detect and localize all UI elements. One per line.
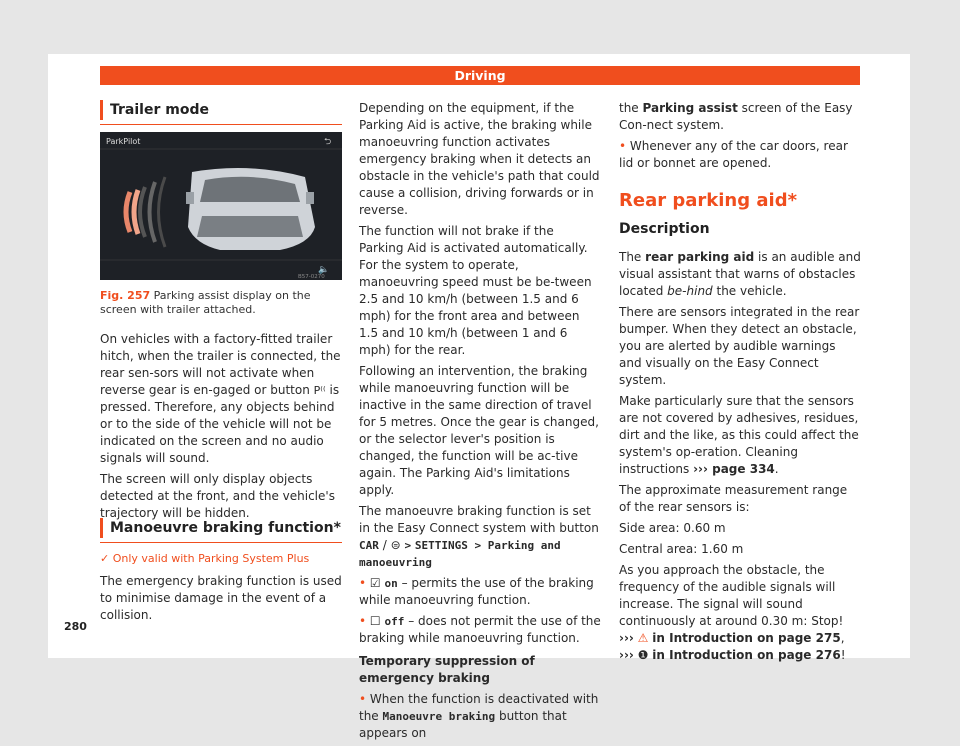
link-page-276[interactable]: in Introduction on page 276	[652, 648, 841, 662]
rear-parking-title: Rear parking aid*	[619, 190, 797, 211]
car-icon	[186, 168, 315, 250]
rear-paragraph-3: Make particularly sure that the sensors are not covered by adhesives, residues, dirt and the like, as this could affect the system's op-eration. Cleaning instructions ››› page 334.	[619, 394, 859, 476]
braking-heading-block	[100, 518, 342, 628]
back-icon: ⮌	[324, 137, 332, 147]
menu-icon: ⊜	[390, 538, 401, 552]
figure-label: Fig. 257	[100, 289, 151, 302]
rear-paragraph-5: As you approach the obstacle, the frequency of the audible signals will increase. The signal will sound continuously at around 0.30 m: Stop! ››› ⚠ in Introduction on page 275, ››› ❶ in Introduction on page 276!	[619, 563, 846, 662]
central-area: Central area: 1.60 m	[619, 542, 744, 556]
braking-paragraph-2: Depending on the equipment, if the Parking Aid is active, the braking while manoeuvring function activates emergency braking when it detects an obstacle in the vehicle's path that could cause a collision, driving forwards or in reverse.	[359, 101, 600, 217]
braking-heading: Manoeuvre braking function*	[100, 518, 342, 538]
figure-caption	[100, 289, 342, 317]
info-icon: ❶	[637, 648, 649, 662]
check-icon: ✓	[100, 552, 110, 565]
braking-paragraph-4: Following an intervention, the braking while manoeuvring function will be inactive in the same direction of travel for 5 metres. Once the gear is changed, or the selector lever's position is changed, the function will be ac-tive again. The Parking Aid's limitations apply.	[359, 364, 599, 497]
trailer-paragraph-2: The screen will only display objects detected at the front, and the vehicle's trajectory will be hidden.	[100, 472, 335, 520]
trailer-paragraph-1: On vehicles with a factory-fitted trailer hitch, when the trailer is connected, the rear sen-sors will not activate when reverse gear is en-gaged or button P⁽⁽ is pressed. Therefore, any objects behind or to the side of the vehicle will not be indicated on the screen and no audio signals will sound.	[100, 332, 341, 465]
suppress-bullet-2: • Whenever any of the car doors, rear lid or bonnet are opened.	[619, 139, 848, 170]
trailer-text	[100, 331, 342, 526]
rear-paragraph-1: The rear parking aid is an audible and visual assistant that warns of obstacles located be-hind the vehicle.	[619, 250, 861, 298]
parkpilot-screen	[100, 132, 342, 280]
suppress-bullet-1: • When the function is deactivated with the Manoeuvre braking button that appears on	[359, 692, 599, 740]
suppress-bullet-1-cont: the Parking assist screen of the Easy Con-nect system.	[619, 101, 853, 132]
parkpilot-figure	[100, 132, 342, 280]
rear-paragraph-2: There are sensors integrated in the rear bumper. When they detect an obstacle, you are alerted by audible warnings and visually on the Easy Connect system.	[619, 305, 860, 387]
suppress-heading: Temporary suppression of emergency braking	[359, 654, 535, 685]
option-on: • ☑ on – permits the use of the braking while manoeuvring function.	[359, 576, 594, 607]
speaker-icon: 🔈	[318, 265, 330, 275]
column-2	[359, 100, 601, 746]
link-page-275[interactable]: in Introduction on page 275	[652, 631, 841, 645]
side-area: Side area: 0.60 m	[619, 521, 726, 535]
checkbox-checked-icon: ☑	[369, 576, 381, 590]
screen-title: ParkPilot	[106, 137, 141, 146]
option-off: • ☐ off – does not permit the use of the braking while manoeuvring function.	[359, 614, 601, 645]
checkbox-empty-icon: ☐	[369, 614, 381, 628]
cleaning-link[interactable]: ››› page 334	[693, 462, 775, 476]
warning-icon: ⚠	[637, 631, 649, 645]
figure-caption-text: Parking assist display on the screen with trailer attached.	[100, 289, 311, 316]
figure-code: B57-0270	[298, 274, 325, 280]
page-number: 280	[64, 620, 87, 633]
braking-paragraph-5: The manoeuvre braking function is set in the Easy Connect system with button CAR / ⊜ > SETTINGS > Parking and manoeuvring	[359, 504, 599, 569]
braking-paragraph-3: The function will not brake if the Parking Aid is activated automatically. For the system to operate, manoeuvring speed must be be-tween 2.5 and 10 km/h (between 1.5 and 6 mph) for the front area and between 1.5 and 10 km/h (between 1 and 6 mph) for the rear.	[359, 224, 592, 357]
braking-paragraph-1: The emergency braking function is used to minimise damage in the event of a collision.	[100, 574, 342, 622]
chapter-header: Driving	[100, 66, 860, 85]
rear-paragraph-4: The approximate measurement range of the rear sensors is:	[619, 483, 848, 514]
valid-note: ✓ Only valid with Parking System Plus	[100, 552, 310, 565]
description-heading: Description	[619, 221, 710, 237]
column-3	[619, 100, 861, 668]
trailer-mode-heading: Trailer mode	[100, 100, 342, 120]
column-1	[100, 100, 342, 125]
parking-aid-icon: P⁽⁽	[313, 384, 326, 397]
